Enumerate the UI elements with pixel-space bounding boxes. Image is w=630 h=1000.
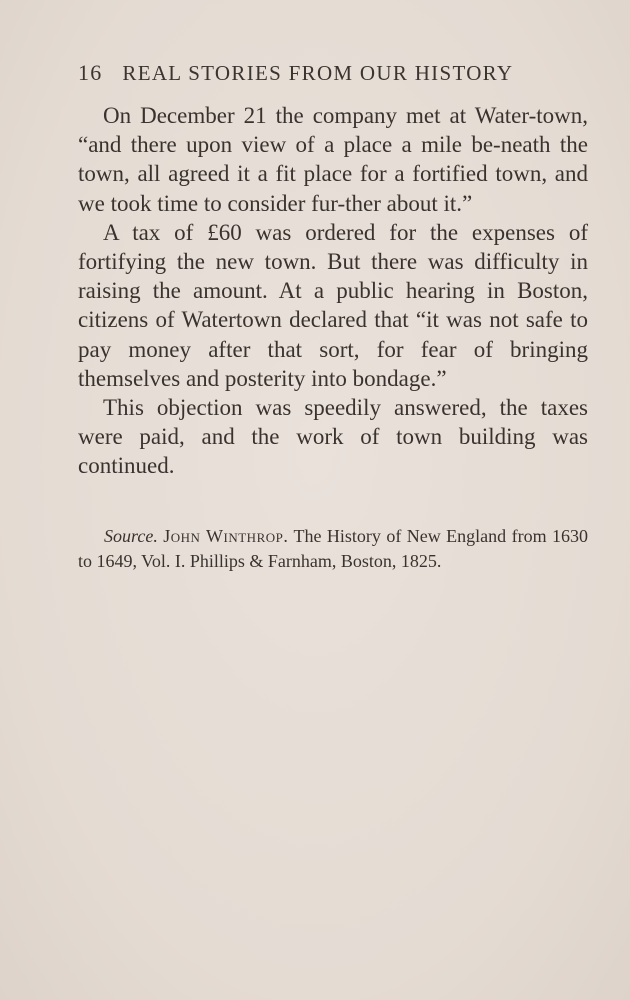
- body-text: [78, 101, 588, 481]
- running-header: [78, 60, 546, 86]
- source-reference: The History of New England from 1630 to 1649, Vol. I. Phillips & Farnham, Boston, 1825.: [78, 526, 588, 571]
- paragraph: On December 21 the company met at Water-town, “and there upon view of a place a mile be-neath the town, all agreed it a fit place for a fortified town, and we took time to consider fur-ther about it.”: [78, 103, 588, 216]
- source-label: Source.: [104, 526, 158, 546]
- source-citation: [78, 524, 588, 574]
- paragraph: This objection was speedily answered, the taxes were paid, and the work of town building was continued.: [78, 395, 588, 479]
- running-title: REAL STORIES FROM OUR HISTORY: [122, 61, 514, 85]
- paragraph: A tax of £60 was ordered for the expenses of fortifying the new town. But there was difficulty in raising the amount. At a public hearing in Boston, citizens of Watertown declared that “it was not safe to pay money after that sort, for fear of bringing themselves and posterity into bondage.”: [78, 219, 588, 391]
- source-author: John Winthrop.: [163, 526, 289, 546]
- page-number: 16: [78, 60, 103, 85]
